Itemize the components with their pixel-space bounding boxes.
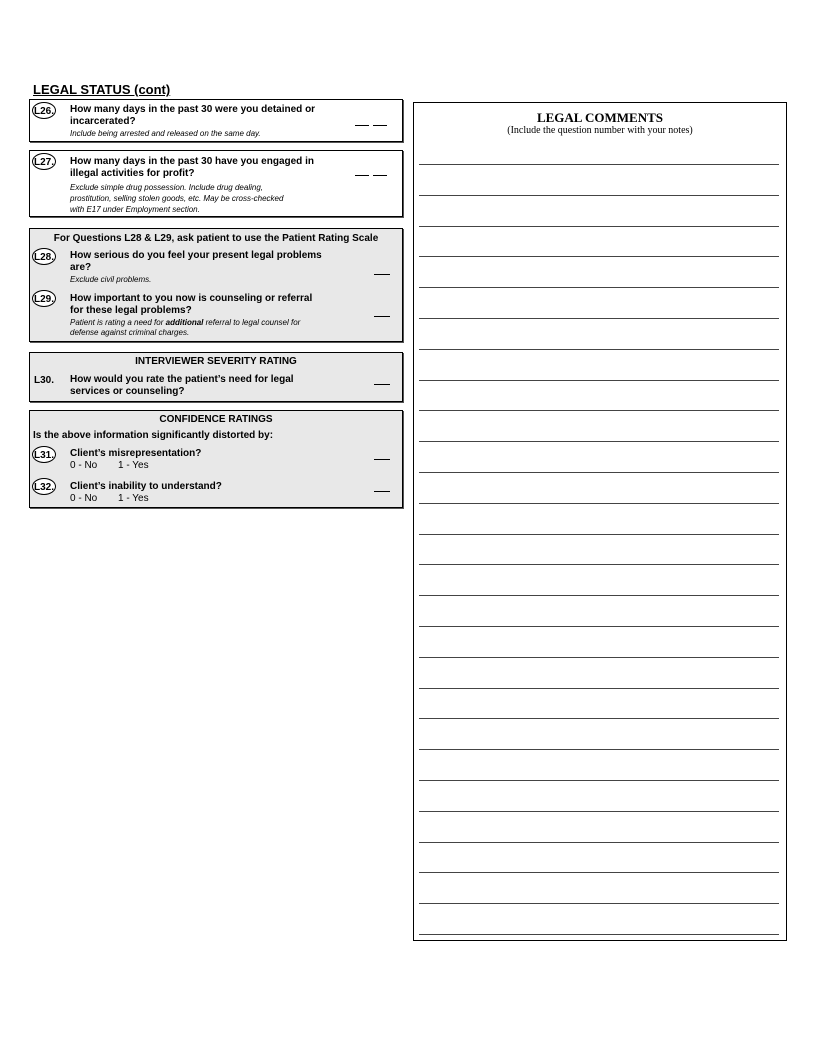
legal-comments-subtitle: (Include the question number with your notes) bbox=[507, 125, 693, 136]
confidence-ratings-header: CONFIDENCE RATINGS bbox=[159, 414, 273, 425]
question-l26-box bbox=[29, 99, 403, 142]
question-l31-text: Client’s misrepresentation? bbox=[70, 448, 202, 459]
question-number-l28: L28. bbox=[32, 248, 56, 265]
question-number-l31: L31. bbox=[32, 446, 56, 463]
comment-writing-line[interactable] bbox=[419, 318, 779, 319]
question-l26-text-line1: How many days in the past 30 were you detained or bbox=[70, 104, 316, 115]
answer-blank-l27-digit1[interactable] bbox=[355, 175, 369, 176]
answer-blank-l26-digit1[interactable] bbox=[355, 125, 369, 126]
question-l29-note-emphasis: additional bbox=[165, 318, 204, 327]
question-l29-note-post: referral to legal counsel for bbox=[203, 318, 301, 327]
legal-comments-box bbox=[413, 102, 787, 941]
question-l30-text-line1: How would you rate the patient’s need for legal bbox=[70, 374, 294, 385]
comment-writing-line[interactable] bbox=[419, 380, 779, 381]
question-number-l30: L30. bbox=[34, 375, 55, 386]
comment-writing-line[interactable] bbox=[419, 842, 779, 843]
question-l27-text-line1: How many days in the past 30 have you engaged in bbox=[70, 156, 314, 167]
confidence-ratings-intro: Is the above information significantly distorted by: bbox=[33, 430, 274, 441]
question-number-l32: L32. bbox=[32, 478, 56, 495]
question-l28-text-line2: are? bbox=[70, 262, 92, 273]
question-l26-text-line2: incarcerated? bbox=[70, 116, 136, 127]
comment-writing-line[interactable] bbox=[419, 595, 779, 596]
question-number-l26: L26. bbox=[32, 102, 56, 119]
question-l29-text-line1: How important to you now is counseling or referral bbox=[70, 293, 313, 304]
question-l26-note: Include being arrested and released on the same day. bbox=[70, 129, 261, 138]
answer-blank-l28[interactable] bbox=[374, 274, 390, 275]
question-l28-text-line1: How serious do you feel your present legal problems bbox=[70, 250, 322, 261]
question-l27-note-line3: with E17 under Employment section. bbox=[70, 205, 200, 214]
comment-writing-line[interactable] bbox=[419, 626, 779, 627]
question-l32-option-yes: 1 - Yes bbox=[118, 493, 149, 504]
question-l27-box bbox=[29, 150, 403, 217]
section-title: LEGAL STATUS (cont) bbox=[33, 82, 171, 97]
answer-blank-l29[interactable] bbox=[374, 316, 390, 317]
comment-writing-line[interactable] bbox=[419, 718, 779, 719]
question-l29-note-pre: Patient is rating a need for bbox=[70, 318, 166, 327]
question-l29-note-line2: defense against criminal charges. bbox=[70, 328, 190, 337]
comment-writing-line[interactable] bbox=[419, 872, 779, 873]
patient-rating-box bbox=[29, 228, 403, 342]
question-l32-text: Client’s inability to understand? bbox=[70, 481, 222, 492]
comment-writing-line[interactable] bbox=[419, 934, 779, 935]
severity-rating-box bbox=[29, 352, 403, 402]
comment-writing-line[interactable] bbox=[419, 564, 779, 565]
comment-writing-line[interactable] bbox=[419, 534, 779, 535]
comment-writing-line[interactable] bbox=[419, 903, 779, 904]
question-l30-text-line2: services or counseling? bbox=[70, 386, 185, 397]
comment-writing-line[interactable] bbox=[419, 164, 779, 165]
comment-writing-line[interactable] bbox=[419, 410, 779, 411]
comment-writing-line[interactable] bbox=[419, 811, 779, 812]
question-l27-text-line2: illegal activities for profit? bbox=[70, 168, 195, 179]
comment-writing-line[interactable] bbox=[419, 749, 779, 750]
comment-writing-line[interactable] bbox=[419, 349, 779, 350]
question-number-l29: L29. bbox=[32, 290, 56, 307]
answer-blank-l27-digit2[interactable] bbox=[373, 175, 387, 176]
answer-blank-l26-digit2[interactable] bbox=[373, 125, 387, 126]
question-l29-text-line2: for these legal problems? bbox=[70, 305, 192, 316]
confidence-ratings-box bbox=[29, 410, 403, 508]
question-l28-note: Exclude civil problems. bbox=[70, 275, 152, 284]
question-l31-option-yes: 1 - Yes bbox=[118, 460, 149, 471]
comment-writing-line[interactable] bbox=[419, 287, 779, 288]
severity-rating-header: INTERVIEWER SEVERITY RATING bbox=[135, 356, 297, 367]
question-l32-option-no: 0 - No bbox=[70, 493, 98, 504]
comment-writing-line[interactable] bbox=[419, 657, 779, 658]
comment-writing-line[interactable] bbox=[419, 195, 779, 196]
legal-comments-title: LEGAL COMMENTS bbox=[536, 110, 664, 125]
question-l31-option-no: 0 - No bbox=[70, 460, 98, 471]
question-l29-note-line1 bbox=[70, 318, 300, 328]
answer-blank-l32[interactable] bbox=[374, 491, 390, 492]
question-number-l27: L27. bbox=[32, 153, 56, 170]
comment-writing-line[interactable] bbox=[419, 688, 779, 689]
answer-blank-l31[interactable] bbox=[374, 459, 390, 460]
comment-writing-line[interactable] bbox=[419, 226, 779, 227]
comment-writing-line[interactable] bbox=[419, 256, 779, 257]
question-l27-note-line2: prostitution, selling stolen goods, etc. May be cross-checked bbox=[70, 194, 284, 203]
comment-writing-line[interactable] bbox=[419, 503, 779, 504]
question-l27-note-line1: Exclude simple drug possession. Include drug dealing, bbox=[70, 183, 264, 192]
answer-blank-l30[interactable] bbox=[374, 384, 390, 385]
comment-writing-line[interactable] bbox=[419, 780, 779, 781]
comment-writing-line[interactable] bbox=[419, 472, 779, 473]
patient-rating-header: For Questions L28 & L29, ask patient to use the Patient Rating Scale bbox=[53, 233, 379, 244]
comment-writing-line[interactable] bbox=[419, 441, 779, 442]
